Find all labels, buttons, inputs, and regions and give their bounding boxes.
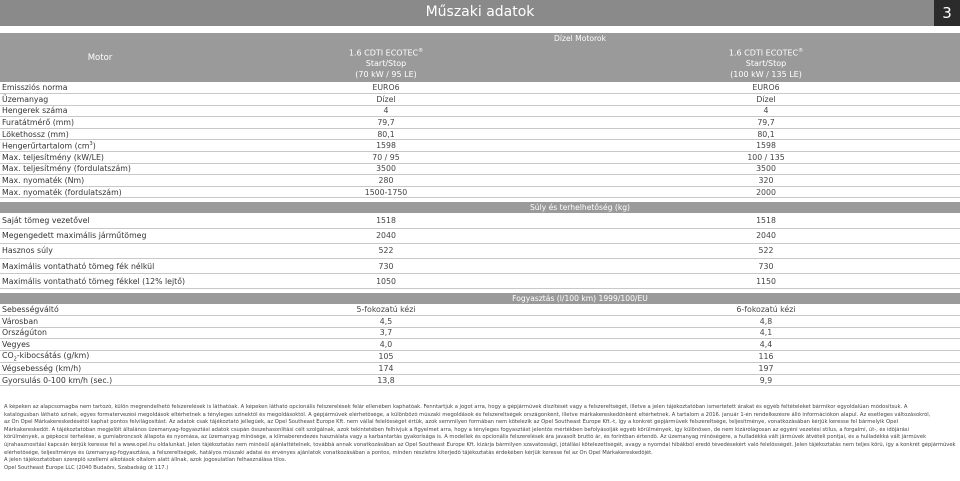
- spec-row: [0, 374, 960, 386]
- spec-row: [0, 94, 960, 106]
- footnote-line: Márkakereskedőt. A tájékoztatóban megjelölt általános üzemanyag-fogyasztási adatok csupán összehasonlítási célt szolgálnak, azok tekintetében felhívjuk a figyelmet arra, hogy a tényleges fogyasztást jelentős mértékben befolyásolják egyéb körülmények, így különösen, de nem kizárólagosan az egyéni vezetési stílus, a forgalmi, út-, és időjárási: [4, 426, 909, 433]
- spec-row: [0, 274, 960, 289]
- spec-label: Megengedett maximális jármű​tömeg: [0, 228, 200, 243]
- spec-label: $CO_2$-kibocsátás (g/km): [0, 350, 200, 363]
- spec-value-variant-2: 1518: [572, 213, 960, 228]
- registered-mark: ®: [798, 47, 804, 54]
- engine-section-title: Dízel Motorok: [200, 33, 960, 44]
- spec-row: [0, 128, 960, 140]
- spec-label: Hasznos súly: [0, 243, 200, 258]
- spec-row: [0, 82, 960, 94]
- footnote-line: körülmények, a gépkocsi terhelése, a gumiabroncsok állapota és nyomása, az üzemanyag minősége, a klímaberendezés használata vagy a karbantartás gyakorisága is. A modellek és opcionális felszerelések ára javasolt bruttó ár, és forintban értendő. Az üzemanyag minőségére, a hulladékká vált járművek átvételi pontjai, és a hulladékká vált járművek: [4, 434, 927, 441]
- spec-value-variant-1: 174: [200, 363, 572, 375]
- consumption-section-header: [0, 293, 960, 304]
- spec-row: [0, 259, 960, 274]
- footnote-line: elérhetősége, teljesítménye és üzemanyag-fogyasztása, a felszereltségek, hatályos műszaki adatai és érvényes ajánlatok vonatkozásában a pontos, minden részletre kiterjedő tájékoztatás érdekében kérjük keresse fel az Ön Opel Márkakereskedőjét.: [4, 449, 653, 456]
- spec-value-variant-1: 79,7: [200, 117, 572, 129]
- engine-section-header: [0, 33, 960, 44]
- spec-row: [0, 163, 960, 175]
- spec-label: Országúton: [0, 327, 200, 339]
- variant-1-header: [200, 44, 572, 82]
- consumption-rows: [0, 304, 960, 386]
- footnotes: [4, 404, 956, 472]
- footnote-line: katalógusban látható színek, egyes formatervezési megoldások eltérhetnek a tényleges színektől és megoldásoktól. A gépjárművek elérhetősége, a különböző műszaki megoldások és felszereltségek országonként, illetve márkakereskedőnként eltérhetnek. A tartalom a 2016. január 1-én rendelkezésre álló információkon alapul. Az esetleges változásokról,: [4, 411, 931, 418]
- top-bar: [0, 0, 960, 26]
- spec-value-variant-2: 3500: [572, 163, 960, 175]
- spec-label: Max. teljesítmény (kW/LE): [0, 152, 200, 164]
- spec-value-variant-1: Dízel: [200, 94, 572, 106]
- spec-row: [0, 140, 960, 152]
- spec-table: [0, 33, 960, 386]
- spec-value-variant-2: 4: [572, 105, 960, 117]
- spec-value-variant-2: 100 / 135: [572, 152, 960, 164]
- weight-rows: [0, 213, 960, 289]
- variant-2-power: (100 kW / 135 LE): [730, 69, 802, 79]
- footnote-line: Opel Southeast Europe LLC (2040 Budaörs, Szabadság út 117.): [4, 464, 169, 471]
- spec-value-variant-1: 3,7: [200, 327, 572, 339]
- spec-value-variant-1: 4,5: [200, 315, 572, 327]
- spec-row: [0, 105, 960, 117]
- spec-label: Max. nyomaték (fordulatszám): [0, 186, 200, 198]
- spec-value-variant-1: 1050: [200, 274, 572, 289]
- registered-mark: ®: [418, 47, 424, 54]
- spec-row: [0, 350, 960, 363]
- spec-value-variant-1: 13,8: [200, 374, 572, 386]
- page-number: 3: [934, 0, 960, 26]
- spec-value-variant-1: 1500-1750: [200, 186, 572, 198]
- spec-value-variant-1: 2040: [200, 228, 572, 243]
- spec-label: Gyorsulás 0-100 km/h (sec.): [0, 374, 200, 386]
- footnote-line: újrahasznosítási kapcsán kérjük keresse fel a www.opel.hu oldalunkat. Jelen tájékoztatás nem minősül ajánlattételnek, továbbá annak vonatkozásában az Opel Southeast Europe Kft. kizárja bármilyen szavatossági, jótállási kötelezettségét, avagy a nyomdai hibákból eredő tévedésekért való felelősségét. Jelen tájékoztatás nem teljes körű, így a konkrét gépjárművek: [4, 441, 956, 448]
- spec-label: Hengerek száma: [0, 105, 200, 117]
- spec-value-variant-2: 80,1: [572, 128, 960, 140]
- spec-value-variant-2: 79,7: [572, 117, 960, 129]
- spec-value-variant-2: 4,1: [572, 327, 960, 339]
- spec-value-variant-2: 116: [572, 350, 960, 363]
- spec-label: Maximális vontatható tömeg fékkel (12% lejtő): [0, 274, 200, 289]
- spec-value-variant-1: 4,0: [200, 339, 572, 351]
- spec-value-variant-1: 5-fokozatú kézi: [200, 304, 572, 316]
- spec-label: Furatátmérő (mm): [0, 117, 200, 129]
- spec-row: [0, 152, 960, 164]
- spec-row: [0, 327, 960, 339]
- spec-row: [0, 363, 960, 375]
- spec-value-variant-2: 2000: [572, 186, 960, 198]
- spec-row: [0, 186, 960, 198]
- spec-row: [0, 117, 960, 129]
- spec-row: [0, 175, 960, 187]
- engine-rows: [0, 82, 960, 198]
- spec-label: Lökethossz (mm): [0, 128, 200, 140]
- weight-section-header: [0, 202, 960, 213]
- spec-label: Max. teljesítmény (fordulatszám): [0, 163, 200, 175]
- variant-2-name: 1.6 CDTI ECOTEC: [728, 48, 799, 58]
- spec-value-variant-2: EURO6: [572, 82, 960, 94]
- spec-value-variant-2: 6-fokozatú kézi: [572, 304, 960, 316]
- spec-label: Saját tömeg vezetővel: [0, 213, 200, 228]
- spec-label: Végsebesség (km/h): [0, 363, 200, 375]
- spec-value-variant-1: 730: [200, 259, 572, 274]
- spec-label: Maximális vontatható tömeg fék nélkül: [0, 259, 200, 274]
- spec-value-variant-1: 80,1: [200, 128, 572, 140]
- spec-row: [0, 228, 960, 243]
- spec-value-variant-2: 1150: [572, 274, 960, 289]
- spec-label: Sebességváltó: [0, 304, 200, 316]
- spec-label: Üzemanyag: [0, 94, 200, 106]
- spec-label: Vegyes: [0, 339, 200, 351]
- spec-row: [0, 339, 960, 351]
- variant-2-startstop: Start/Stop: [745, 59, 787, 69]
- spec-value-variant-1: 1518: [200, 213, 572, 228]
- spec-value-variant-1: 3500: [200, 163, 572, 175]
- spec-label: Hengerűrtartalom $(cm^3)$: [0, 140, 200, 152]
- variant-1-power: (70 kW / 95 LE): [355, 69, 417, 79]
- variant-1-name: 1.6 CDTI ECOTEC: [348, 48, 419, 58]
- spec-value-variant-2: 4,8: [572, 315, 960, 327]
- spec-value-variant-2: Dízel: [572, 94, 960, 106]
- spec-row: [0, 213, 960, 228]
- weight-section-title: Súly és terhelhetőség (kg): [200, 202, 960, 213]
- spec-value-variant-1: 280: [200, 175, 572, 187]
- spec-value-variant-2: 4,4: [572, 339, 960, 351]
- footnote-line: A képeken az alapcsomagba nem tartozó, külön megrendelhető felszerelések is láthatóak. A képeken látható opcionális felszerelések felár ellenében kaphatóak. Fenntartjuk a jogot arra, hogy a gépjárművek díszítését vagy a felszereltségét, illetve a jelen tájékoztatóban ismertetett árakat és egyéb feltételeket bármikor egyoldalúan módosítsuk. A: [4, 404, 908, 410]
- consumption-section-title: Fogyasztás (l/100 km) 1999/100/EU: [200, 293, 960, 304]
- spec-row: [0, 243, 960, 258]
- spec-value-variant-1: 105: [200, 350, 572, 363]
- spec-value-variant-2: 9,9: [572, 374, 960, 386]
- footnote-line: az Ön Opel Márkakereskedésétől kaphat pontos felvilágosítást. Az adatok csak tájékoztató jellegűek, az Opel Southeast Europe Kft. nem vállal felelősséget értük, azok semmilyen formában nem kötelezik az Opel Southeast Europe Kft.-t, így a konkrét gépjárművek felszereltsége, teljesítménye, vonatkozásában kérjük keresse fel bármelyik Opel: [4, 419, 899, 426]
- spec-label: Városban: [0, 315, 200, 327]
- spec-value-variant-1: EURO6: [200, 82, 572, 94]
- spec-label: Max. nyomaték (Nm): [0, 175, 200, 187]
- spec-value-variant-1: 1598: [200, 140, 572, 152]
- spec-value-variant-2: 197: [572, 363, 960, 375]
- motor-label: Motor: [0, 33, 200, 82]
- spec-value-variant-2: 320: [572, 175, 960, 187]
- spec-value-variant-1: 4: [200, 105, 572, 117]
- spec-value-variant-2: 1598: [572, 140, 960, 152]
- variant-1-startstop: Start/Stop: [365, 59, 407, 69]
- spec-value-variant-2: 2040: [572, 228, 960, 243]
- variant-2-header: [572, 44, 960, 82]
- spec-label: Emissziós norma: [0, 82, 200, 94]
- spec-value-variant-1: 70 / 95: [200, 152, 572, 164]
- spec-value-variant-2: 730: [572, 259, 960, 274]
- spec-value-variant-1: 522: [200, 243, 572, 258]
- spec-row: [0, 304, 960, 316]
- page-title: Műszaki adatok: [425, 4, 535, 20]
- footnote-line: A jelen tájékoztatóban szereplő szellemi alkotások oltalom alatt állnak, azok jogosulatlan felhasználása tilos.: [4, 457, 287, 464]
- spec-row: [0, 315, 960, 327]
- spec-value-variant-2: 522: [572, 243, 960, 258]
